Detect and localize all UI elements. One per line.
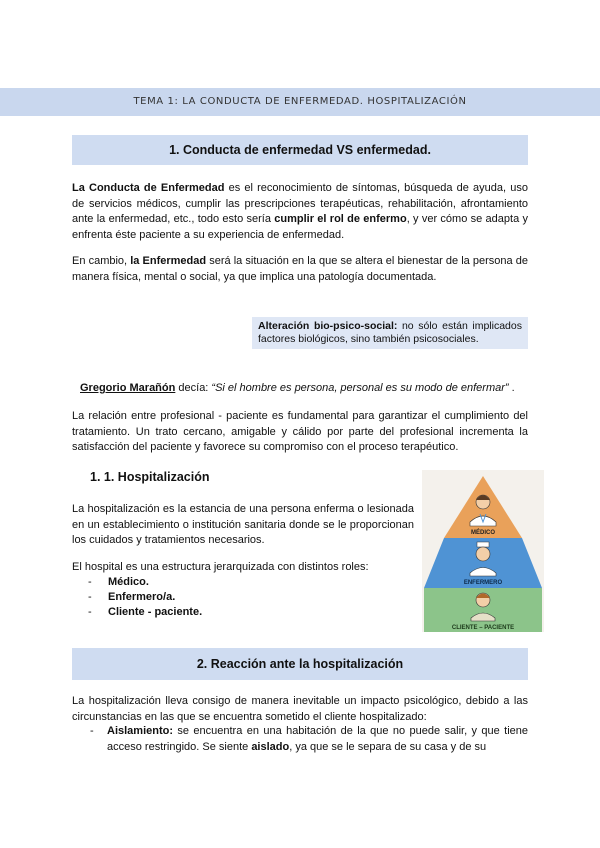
paragraph-relacion: La relación entre profesional - paciente es fundamental para garantizar el cumplimiento del tratamiento. Un trato cercano, amigable y cálido por parte del profesional incrementa la satisfacción del paciente y favorece su compromiso con el proceso terapéutico. (72, 410, 528, 453)
section-1-heading: 1. Conducta de enfermedad VS enfermedad. (72, 135, 528, 165)
quote-author: Gregorio Marañón (80, 382, 176, 394)
section-2-heading: 2. Reacción ante la hospitalización (72, 648, 528, 680)
hospital-hierarchy-pyramid (422, 470, 544, 632)
document-title-bar (0, 88, 600, 116)
list-item: - Enfermero/a. (82, 590, 382, 605)
pyramid-svg (422, 470, 544, 632)
paragraph-hospitalizacion: La hospitalización es la estancia de una persona enferma o lesionada en un establecimiento o institución sanitaria donde se le proporcionan los cuidados y tratamientos necesarios. (72, 503, 414, 546)
paragraph-reaccion: La hospitalización lleva consigo de manera inevitable un impacto psicológico, debido a las circunstancias en las que se encuentra sometido el cliente hospitalizado: (72, 695, 528, 723)
callout-biopsicosocial: Alteración bio-psico-social: no sólo están implicados factores biológicos, sino también psicosociales. (252, 317, 528, 349)
subsection-heading: 1. 1. Hospitalización (90, 470, 210, 484)
list-item: - Médico. (82, 575, 382, 590)
document-title: TEMA 1: LA CONDUCTA DE ENFERMEDAD. HOSPITALIZACIÓN (133, 96, 467, 107)
pyramid-label-enfermero: ENFERMERO (463, 580, 503, 586)
list-item: - Cliente - paciente. (82, 605, 382, 620)
paragraph-estructura: El hospital es una estructura jerarquizada con distintos roles: (72, 561, 369, 573)
quote-text: “Si el hombre es persona, personal es su modo de enfermar” (211, 382, 509, 394)
quote-line: Gregorio Marañón decía: “Si el hombre es persona, personal es su modo de enfermar” . (80, 382, 515, 394)
paragraph-conducta: La Conducta de Enfermedad es el reconocimiento de síntomas, búsqueda de ayuda, uso de servicios médicos, cumplir las prescripciones terapéuticas, rehabilitación, afrontamiento ante la enfermedad, etc., todo esto sería cumplir el rol de enfermo, y ver cómo se adapta y enfrenta éste paciente a su experiencia de enfermedad. (72, 182, 528, 241)
bullet-aislamiento: - Aislamiento: se encuentra en una habitación de la que no puede salir, y que tiene acceso restringido. Se siente aislado, ya que se le separa de su casa y de su (90, 725, 528, 753)
paragraph-enfermedad: En cambio, la Enfermedad será la situación en la que se altera el bienestar de la persona de manera física, mental o social, ya que implica una patología documentada. (72, 255, 528, 283)
pyramid-label-paciente: CLIENTE – PACIENTE (451, 625, 515, 631)
roles-list (82, 575, 382, 620)
pyramid-label-medico: MÉDICO (471, 530, 495, 536)
